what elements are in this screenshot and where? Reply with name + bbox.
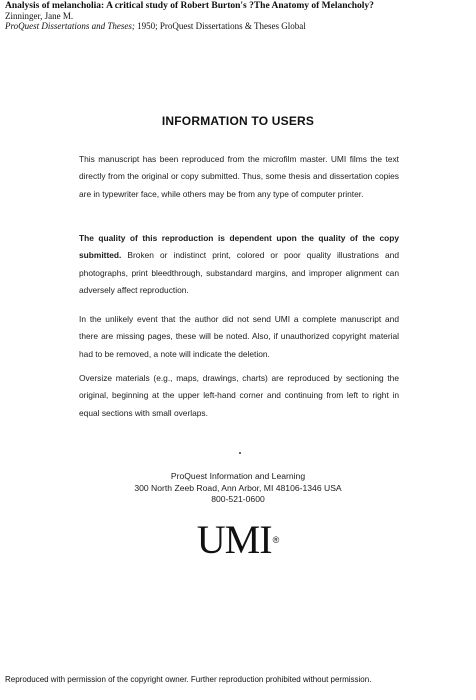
document-header [5,1,471,31]
publisher-block [0,471,476,506]
publication-name: ProQuest Dissertations and Theses; [5,21,135,31]
quality-details: Broken or indistinct print, colored or poor quality illustrations and photographs, print bleedthrough, substandard margins, and improper alignment can adversely affect reproduction. [79,250,399,295]
source-details: 1950; ProQuest Dissertations & Theses Global [134,21,306,31]
umi-logo [0,517,476,563]
copyright-footer: Reproduced with permission of the copyright owner. Further reproduction prohibited without permission. [5,675,372,684]
registered-mark: ® [272,535,280,545]
notice-paragraph-2 [79,230,399,299]
publisher-phone: 800-521-0600 [211,494,265,504]
document-author: Zinninger, Jane M. [5,11,74,21]
document-source [5,21,471,31]
scan-speck [239,452,241,454]
notice-title: INFORMATION TO USERS [161,114,315,128]
publisher-name: ProQuest Information and Learning [170,471,306,481]
notice-paragraph-4: Oversize materials (e.g., maps, drawings, charts) are reproduced by sectioning the original, beginning at the upper left-hand corner and continuing from left to right in equal sections with small overlaps. [79,373,399,418]
publisher-address: 300 North Zeeb Road, Ann Arbor, MI 48106-1346 USA [134,482,342,493]
notice-paragraph-1: This manuscript has been reproduced from the microfilm master. UMI films the text directly from the original or copy submitted. Thus, some thesis and dissertation copies are in typewriter face, while others may be from any type of computer printer. [79,154,399,199]
quality-statement: The quality of this reproduction is dependent upon the quality of the copy submitted. [79,233,399,261]
notice-paragraph-3: In the unlikely event that the author did not send UMI a complete manuscript and there are missing pages, these will be noted. Also, if unauthorized copyright material had to be removed, a note will indicate the deletion. [79,314,399,359]
logo-text: UMI [196,517,272,562]
document-title: Analysis of melancholia: A critical study of Robert Burton's ?The Anatomy of Melancholy? [5,1,374,11]
